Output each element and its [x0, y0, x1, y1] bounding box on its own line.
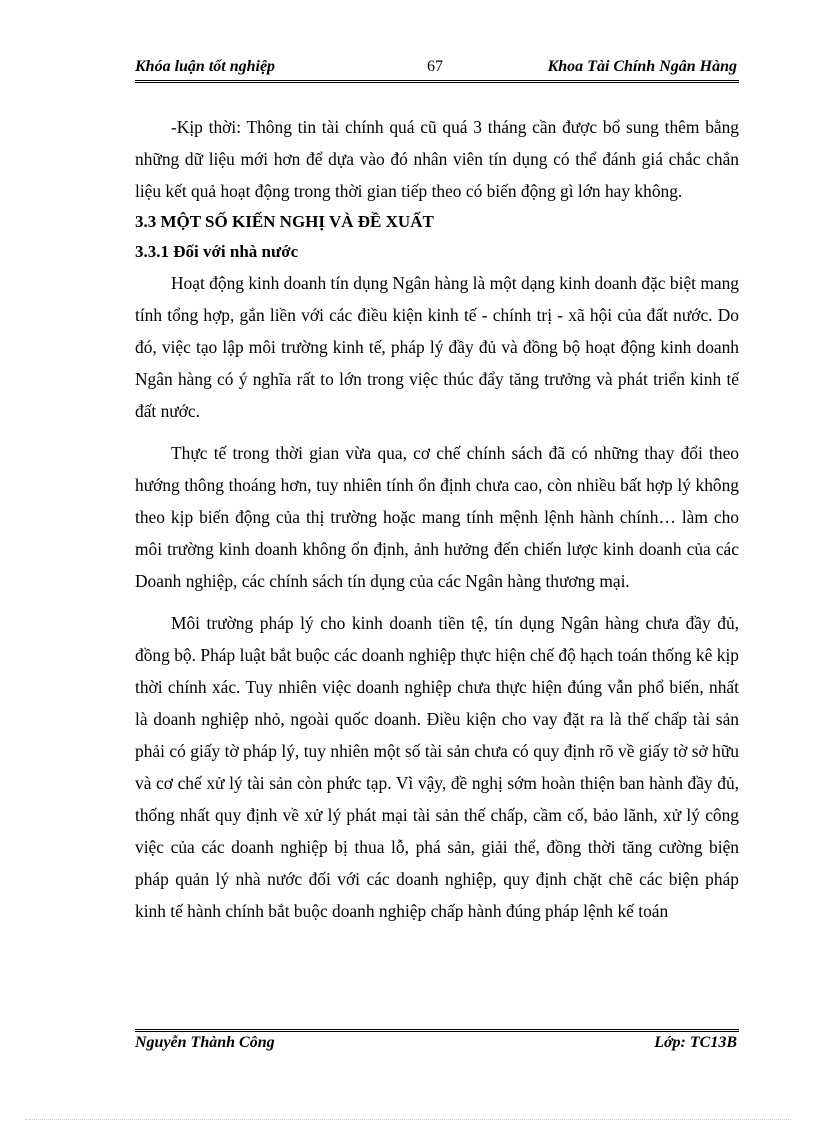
header-faculty: Khoa Tài Chính Ngân Hàng	[547, 58, 737, 75]
paragraph-spacer	[135, 427, 739, 437]
paragraph-1: Hoạt động kinh doanh tín dụng Ngân hàng là một dạng kinh doanh đặc biệt mang tính tổng hợp, gắn liền với các điều kiện kinh tế - chính trị - xã hội của đất nước. Do đó, việc tạo lập môi trường kinh tế, pháp lý đầy đủ và đồng bộ hoạt động kinh doanh Ngân hàng có ý nghĩa rất to lớn trong việc thúc đẩy tăng trưởng và phát triển kinh tế đất nước.	[135, 273, 739, 421]
header-rule	[135, 80, 739, 83]
header-thesis-title: Khóa luận tốt nghiệp	[135, 58, 276, 75]
footer-author: Nguyễn Thành Công	[135, 1034, 275, 1051]
paragraph-spacer	[135, 597, 739, 607]
paragraph-kip-thoi: -Kịp thời: Thông tin tài chính quá cũ quá 3 tháng cần được bổ sung thêm bằng những dữ liệu mới hơn để dựa vào đó nhân viên tín dụng có thể đánh giá chắc chắn liệu kết quả hoạt động trong thời gian tiếp theo có biến động gì lớn hay không.	[135, 117, 739, 201]
page-edge-divider	[25, 1119, 791, 1120]
paragraph-3: Môi trường pháp lý cho kinh doanh tiền tệ, tín dụng Ngân hàng chưa đầy đủ, đồng bộ. Pháp luật bắt buộc các doanh nghiệp thực hiện chế độ hạch toán thống kê kịp thời chính xác. Tuy nhiên việc doanh nghiệp chưa thực hiện đúng vẫn phổ biến, nhất là doanh nghiệp nhỏ, ngoài quốc doanh. Điều kiện cho vay đặt ra là thế chấp tài sản phải có giấy tờ pháp lý, tuy nhiên một số tài sản chưa có quy định rõ về giấy tờ sở hữu và cơ chế xử lý tài sản còn phức tạp. Vì vậy, đề nghị sớm hoàn thiện ban hành đầy đủ, thống nhất quy định về xử lý phát mại tài sản thế chấp, cầm cố, bảo lãnh, xử lý công việc của các doanh nghiệp bị thua lỗ, phá sản, giải thể, đồng thời tăng cường biện pháp quản lý nhà nước đối với các doanh nghiệp, quy định chặt chẽ các biện pháp kinh tế hành chính bắt buộc doanh nghiệp chấp hành đúng pháp lệnh kế toán	[135, 613, 739, 921]
footer-class: Lớp: TC13B	[654, 1034, 737, 1051]
page-header	[135, 56, 739, 80]
paragraph-2: Thực tế trong thời gian vừa qua, cơ chế chính sách đã có những thay đổi theo hướng thông thoáng hơn, tuy nhiên tính ổn định chưa cao, còn nhiều bất hợp lý không theo kịp biến động của thị trường hoặc mang tính mệnh lệnh hành chính… làm cho môi trường kinh doanh không ổn định, ảnh hưởng đến chiến lược kinh doanh của các Doanh nghiệp, các chính sách tín dụng của các Ngân hàng thương mại.	[135, 443, 739, 591]
page-body	[135, 111, 739, 927]
section-heading: 3.3 MỘT SỐ KIẾN NGHỊ VÀ ĐỀ XUẤT	[135, 212, 434, 231]
page-footer	[135, 1034, 739, 1056]
footer-rule	[135, 1029, 739, 1032]
page-number: 67	[427, 58, 443, 75]
subsection-heading: 3.3.1 Đối với nhà nước	[135, 242, 299, 261]
